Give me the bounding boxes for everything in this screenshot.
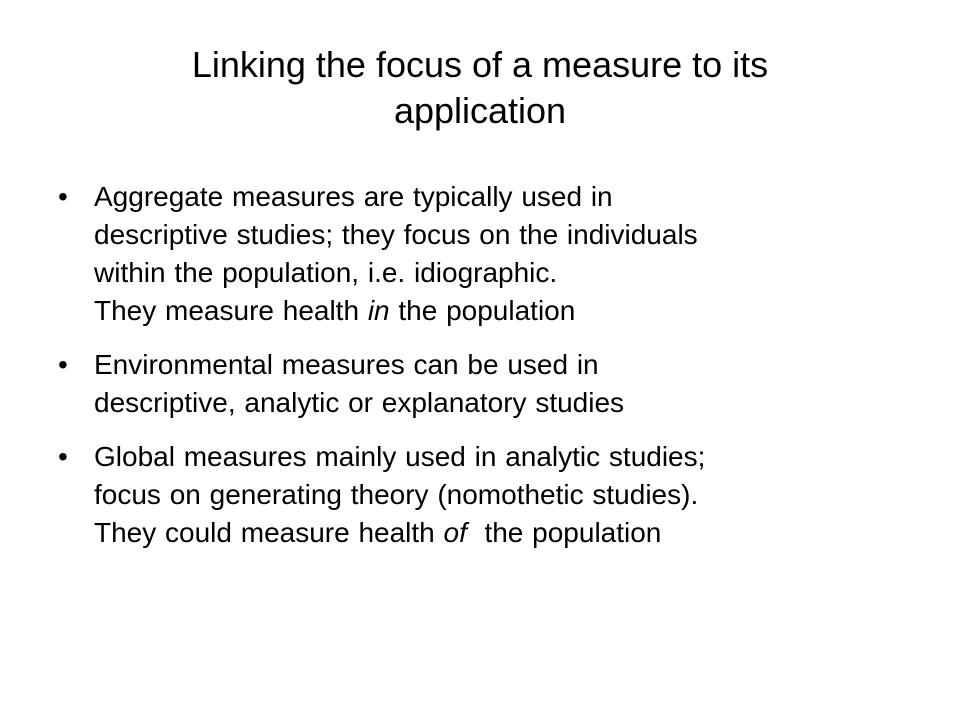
bullet-list	[58, 178, 898, 568]
bullet-item-global-measures	[58, 438, 898, 552]
bullet-line: Environmental measures can be used in	[94, 349, 599, 380]
emphasis-word: of	[443, 517, 467, 548]
emphasis-before-text: They could measure health	[94, 517, 444, 548]
emphasis-word: in	[367, 295, 390, 326]
bullet-marker: •	[58, 441, 68, 472]
bullet-line: descriptive, analytic or explanatory studies	[94, 387, 625, 418]
bullet-item-environmental-measures	[58, 346, 898, 422]
emphasis-after-text: the population	[389, 295, 576, 326]
bullet-line: Global measures mainly used in analytic studies;	[94, 441, 706, 472]
title-line: Linking the focus of a measure to its	[191, 44, 769, 85]
emphasis-after-text: the population	[466, 517, 662, 548]
bullet-emphasis-line	[94, 514, 898, 552]
slide-title	[80, 42, 880, 134]
emphasis-before-text: They measure health	[94, 295, 368, 326]
bullet-line: descriptive studies; they focus on the individuals	[94, 219, 698, 250]
bullet-marker: •	[58, 349, 68, 380]
bullet-item-aggregate-measures	[58, 178, 898, 330]
bullet-marker: •	[58, 181, 68, 212]
title-line: application	[393, 90, 567, 131]
bullet-line: focus on generating theory (nomothetic studies).	[94, 479, 699, 510]
bullet-line: Aggregate measures are typically used in	[94, 181, 613, 212]
bullet-emphasis-line	[94, 292, 898, 330]
bullet-line: within the population, i.e. idiographic.	[94, 257, 558, 288]
